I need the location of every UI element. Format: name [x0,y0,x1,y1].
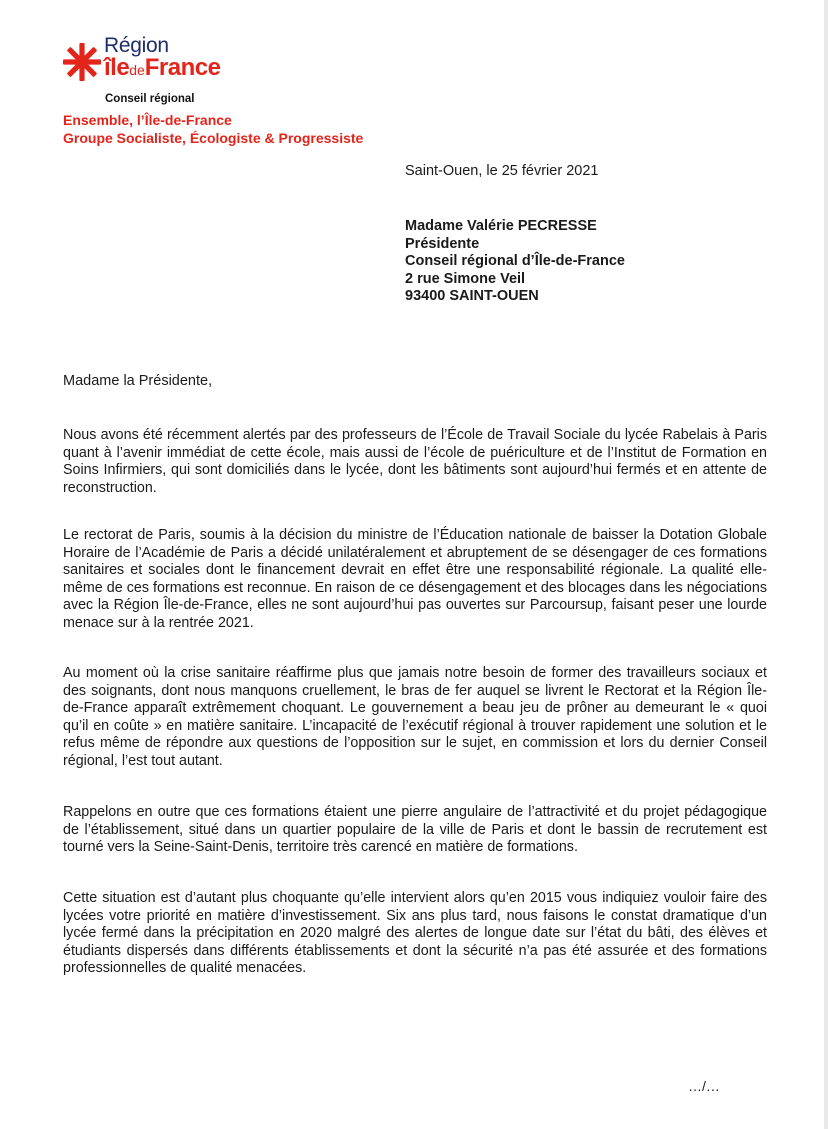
logo-text-france: France [144,54,221,81]
body-paragraph-2: Le rectorat de Paris, soumis à la décision du ministre de l’Éducation nationale de baisser la Dotation Globale Horaire de l’Académie de Paris a décidé unilatéralement et abruptement de se désengager de ces formations sanitaires et sociales dont le financement devrait en effet être une responsabilité régionale. La qualité elle-même de ces formations est reconnue. En raison de ce désengagement et des blocages dans les négociations avec la Région Île-de-France, elles ne sont aujourd’hui pas ouvertes sur Parcoursup, faisant peser une lourde menace sur à la rentrée 2021. [63,527,767,631]
group-name-line1: Ensemble, l’Île-de-France [63,112,232,128]
body-paragraph-1: Nous avons été récemment alertés par des professeurs de l’École de Travail Sociale du lycée Rabelais à Paris quant à l’avenir immédiat de cette école, mais aussi de l’école de puériculture et de l’Institut de Formation en Soins Infirmiers, qui sont domiciliés dans le lycée, dont les bâtiments sont aujourd’hui fermés et en attente de reconstruction. [63,427,767,496]
page-edge-shadow [824,0,828,1129]
logo-text-region: Région [104,34,169,57]
continued-marker: …/… [688,1078,720,1094]
recipient-title: Présidente [405,235,480,252]
recipient-city: 93400 SAINT-OUEN [405,288,539,304]
body-paragraph-5: Cette situation est d’autant plus choquante qu’elle intervient alors qu’en 2015 vous indiquiez vouloir faire des lycées votre priorité en matière d’investissement. Six ans plus tard, nous faisons le constat dramatique d’un lycée fermé dans la précipitation en 2020 malgré des alertes de longue date sur l’état du bâti, des élèves et étudiants dispersés dans différents établissements et dont la sécurité n’a pas été assurée et des formations professionnelles de qualité menacées. [63,890,767,976]
recipient-name: Madame Valérie PECRESSE [405,218,597,234]
recipient-org: Conseil régional d’Île-de-France [405,253,625,269]
recipient-address [405,218,625,306]
body-paragraph-4: Rappelons en outre que ces formations étaient une pierre angulaire de l’attractivité et du projet pédagogique de l’établissement, situé dans un quartier populaire de la ville de Paris et dont le bassin de recrutement est tourné vers la Seine-Saint-Denis, territoire très carencé en matière de formations. [63,804,767,855]
star-logo-icon [62,42,102,82]
salutation: Madame la Présidente, [63,373,213,389]
body-paragraph-3: Au moment où la crise sanitaire réaffirme plus que jamais notre besoin de former des travailleurs sociaux et des soignants, dont nous manquons cruellement, le bras de fer auquel se livrent le Rectorat et la Région Île-de-France apparaît extrêmement choquant. Le gouvernement a beau jeu de prôner au demeurant le « quoi qu’il en coûte » en matière sanitaire. L’incapacité de l’exécutif régional à trouver rapidement une solution et le refus même de répondre aux questions de l’opposition sur le sujet, en commission et lors du dernier Conseil régional, l’est tout autant. [63,665,767,769]
logo-text-iledefrance [104,54,220,82]
region-logo [62,34,262,94]
logo-text-ile: île [104,54,130,81]
logo-text-de: de [129,62,145,78]
recipient-street: 2 rue Simone Veil [405,270,526,287]
council-label: Conseil régional [105,93,195,105]
date-line: Saint-Ouen, le 25 février 2021 [405,163,599,179]
group-name-line2: Groupe Socialiste, Écologiste & Progressiste [63,130,364,146]
